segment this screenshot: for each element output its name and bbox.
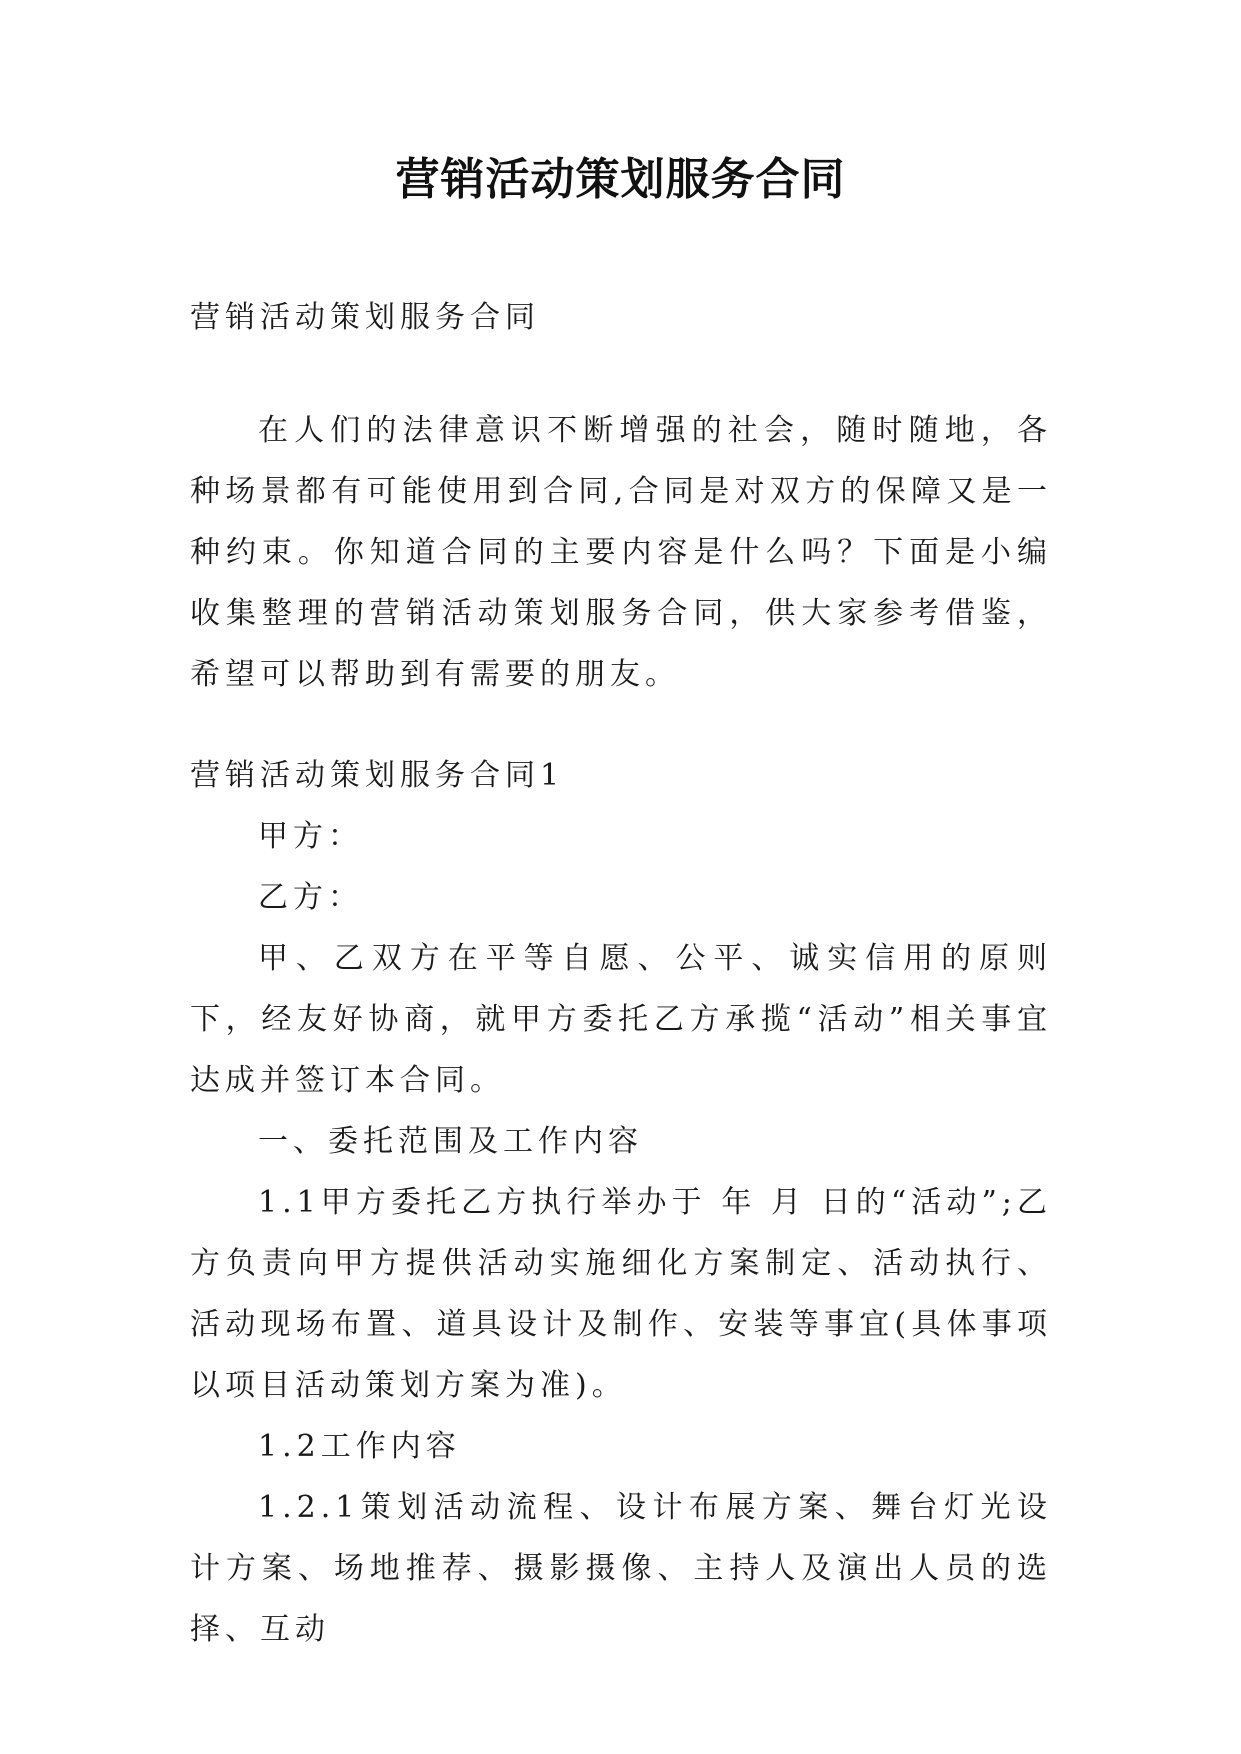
document-subtitle: 营销活动策划服务合同 [190, 300, 540, 335]
section-title: 营销活动策划服务合同1 [190, 758, 565, 793]
intro-paragraph: 在人们的法律意识不断增强的社会，随时随地，各种场景都有可能使用到合同,合同是对双方的保障又是一种约束。你知道合同的主要内容是什么吗？下面是小编收集整理的营销活动策划服务合同，供大家参考借鉴，希望可以帮助到有需要的朋友。 [190, 413, 1052, 692]
clause-1-2: 1.2工作内容 [258, 1429, 461, 1464]
preamble-paragraph: 甲、乙双方在平等自愿、公平、诚实信用的原则下，经友好协商，就甲方委托乙方承揽“活动”相关事宜达成并签订本合同。 [190, 941, 1052, 1098]
document-title: 营销活动策划服务合同 [395, 154, 846, 205]
clause-1-1: 1.1甲方委托乙方执行举办于 年 月 日的“活动”;乙方负责向甲方提供活动实施细化方案制定、活动执行、活动现场布置、道具设计及制作、安装等事宜(具体事项以项目活动策划方案为准)。 [190, 1185, 1052, 1403]
clause-1-2-1: 1.2.1策划活动流程、设计布展方案、舞台灯光设计方案、场地推荐、摄影摄像、主持人及演出人员的选择、互动 [190, 1490, 1052, 1647]
party-b-line: 乙方： [258, 880, 363, 915]
clause-1-heading: 一、委托范围及工作内容 [258, 1124, 643, 1159]
party-a-line: 甲方： [258, 819, 363, 854]
contract-section [190, 745, 1052, 1660]
intro-section [190, 400, 1052, 705]
